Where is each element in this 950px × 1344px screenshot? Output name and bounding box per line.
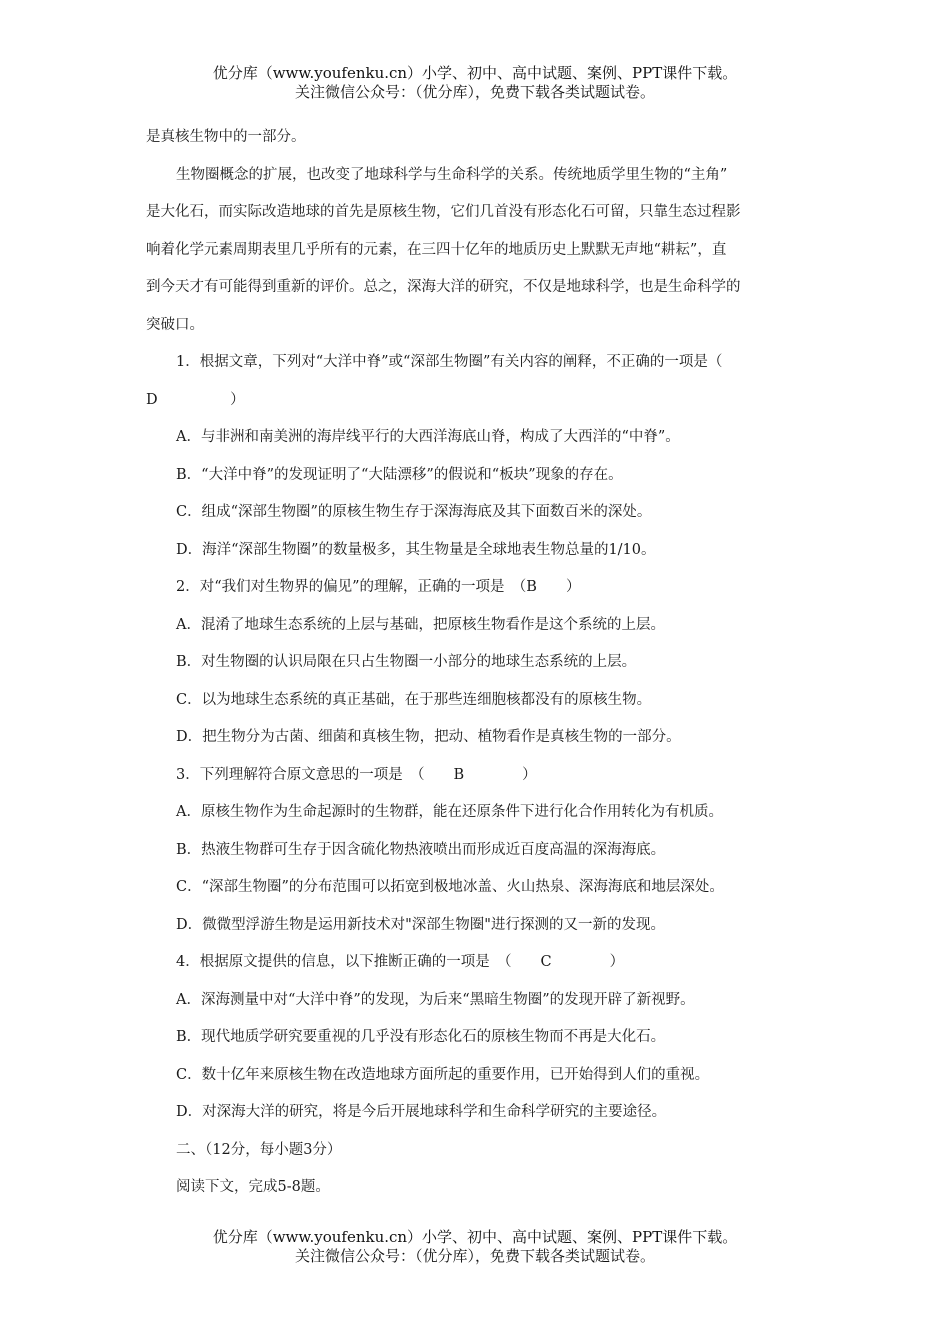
page-footer xyxy=(0,1228,950,1266)
question-4-stem: 4．根据原文提供的信息，以下推断正确的一项是 （ C ） xyxy=(176,954,625,970)
question-2-option-b: B．对生物圈的认识局限在只占生物圈一小部分的地球生态系统的上层。 xyxy=(176,654,637,670)
document-body xyxy=(146,125,806,1213)
passage-line: 生物圈概念的扩展，也改变了地球科学与生命科学的关系。传统地质学里生物的“主角” xyxy=(176,166,728,183)
question-1-stem: 1．根据文章，下列对“大洋中脊”或“深部生物圈”有关内容的阐释，不正确的一项是（ xyxy=(176,354,723,370)
passage-line: 是大化石，而实际改造地球的首先是原核生物，它们几首没有形态化石可留，只靠生态过程影 xyxy=(146,204,741,220)
question-4-option-d: D．对深海大洋的研究，将是今后开展地球科学和生命科学研究的主要途径。 xyxy=(176,1104,667,1120)
question-4-option-b: B．现代地质学研究要重视的几乎没有形态化石的原核生物而不再是大化石。 xyxy=(176,1029,666,1045)
passage-line: 到今天才有可能得到重新的评价。总之，深海大洋的研究，不仅是地球科学，也是生命科学的 xyxy=(146,279,741,295)
passage-line: 响着化学元素周期表里几乎所有的元素，在三四十亿年的地质历史上默默无声地“耕耘”，直 xyxy=(146,241,727,258)
question-1-option-d: D．海洋“深部生物圈”的数量极多，其生物量是全球地表生物总量的1/10。 xyxy=(176,541,656,558)
header-line-2: 关注微信公众号：（优分库），免费下载各类试题试卷。 xyxy=(294,83,655,101)
header-line-1: 优分库（www.youfenku.cn）小学、初中、高中试题、案例、PPT课件下载。 xyxy=(212,64,738,82)
passage-line: 突破口。 xyxy=(146,316,204,333)
question-3-option-b: B．热液生物群可生存于因含硫化物热液喷出而形成近百度高温的深海海底。 xyxy=(176,841,666,858)
question-1-answer: D ） xyxy=(146,391,245,408)
question-3-option-c: C．“深部生物圈”的分布范围可以拓宽到极地冰盖、火山热泉、深海海底和地层深处。 xyxy=(176,879,724,895)
question-1-option-a: A．与非洲和南美洲的海岸线平行的大西洋海底山脊，构成了大西洋的“中脊”。 xyxy=(176,429,680,445)
question-1-option-b: B．“大洋中脊”的发现证明了“大陆漂移”的假说和“板块”现象的存在。 xyxy=(176,466,623,483)
question-3-stem: 3．下列理解符合原文意思的一项是 （ B ） xyxy=(176,766,537,783)
footer-line-2: 关注微信公众号：（优分库），免费下载各类试题试卷。 xyxy=(294,1247,655,1265)
footer-line-1: 优分库（www.youfenku.cn）小学、初中、高中试题、案例、PPT课件下载。 xyxy=(212,1228,738,1246)
question-3-option-a: A．原核生物作为生命起源时的生物群，能在还原条件下进行化合作用转化为有机质。 xyxy=(176,804,723,820)
question-2-option-d: D．把生物分为古菌、细菌和真核生物，把动、植物看作是真核生物的一部分。 xyxy=(176,729,681,745)
passage-continuation: 是真核生物中的一部分。 xyxy=(146,129,306,145)
section-2-instruction: 阅读下文，完成5-8题。 xyxy=(176,1179,330,1195)
page-header xyxy=(0,64,950,102)
section-2-heading: 二、（12分，每小题3分） xyxy=(176,1141,342,1158)
question-3-option-d: D．微微型浮游生物是运用新技术对"深部生物圈"进行探测的又一新的发现。 xyxy=(176,916,665,933)
question-4-option-c: C．数十亿年来原核生物在改造地球方面所起的重要作用，已开始得到人们的重视。 xyxy=(176,1066,710,1083)
question-4-option-a: A．深海测量中对“大洋中脊”的发现，为后来“黑暗生物圈”的发现开辟了新视野。 xyxy=(176,991,695,1008)
question-1-option-c: C．组成“深部生物圈”的原核生物生存于深海海底及其下面数百米的深处。 xyxy=(176,504,652,520)
question-2-option-a: A．混淆了地球生态系统的上层与基础，把原核生物看作是这个系统的上层。 xyxy=(176,616,665,633)
question-2-stem: 2．对“我们对生物界的偏见”的理解，正确的一项是 （B ） xyxy=(176,579,581,595)
question-2-option-c: C．以为地球生态系统的真正基础，在于那些连细胞核都没有的原核生物。 xyxy=(176,691,652,708)
